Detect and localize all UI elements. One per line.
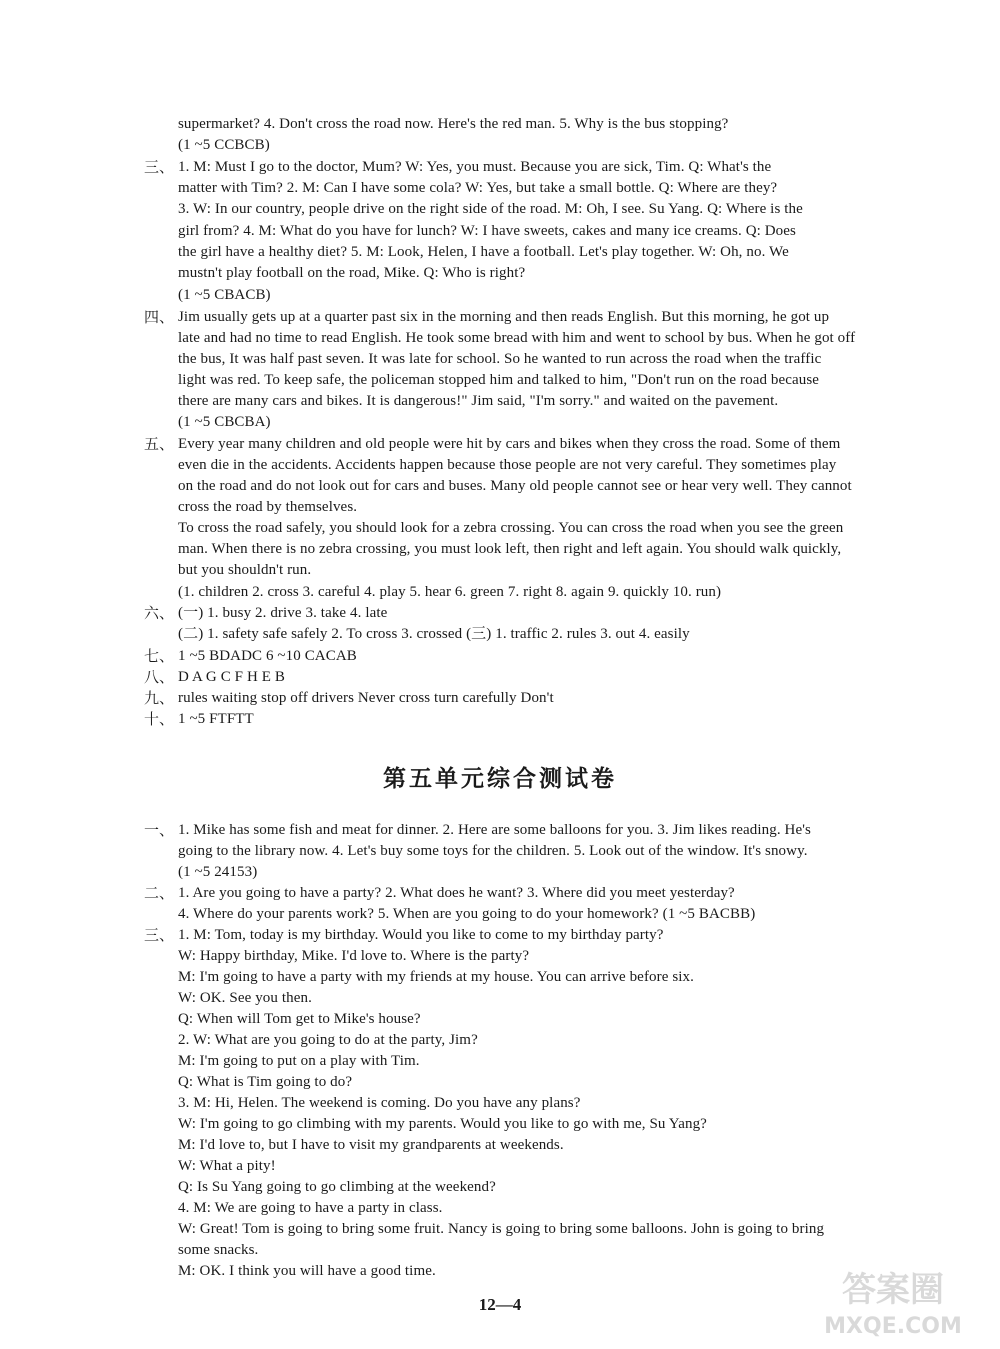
dialogue-line: 1. M: Tom, today is my birthday. Would you like to come to my birthday party? — [178, 927, 664, 943]
section-number: 九、 — [144, 689, 175, 707]
text-line: 3. W: In our country, people drive on the right side of the road. M: Oh, I see. Su Yang. Q: Where is the — [178, 201, 803, 217]
section-number: 七、 — [144, 647, 175, 665]
answer-key: (二) 1. safety safe safely 2. To cross 3. crossed (三) 1. traffic 2. rules 3. out 4. easily — [178, 626, 690, 642]
answer-key: rules waiting stop off drivers Never cross turn carefully Don't — [178, 690, 554, 706]
dialogue-line: M: I'm going to have a party with my friends at my house. You can arrive before six. — [178, 969, 694, 985]
watermark-text: 答案圈 — [842, 1270, 944, 1310]
dialogue-line: M: I'd love to, but I have to visit my grandparents at weekends. — [178, 1137, 564, 1153]
text-line: cross the road by themselves. — [178, 499, 358, 515]
dialogue-line: Q: Is Su Yang going to go climbing at the weekend? — [178, 1179, 496, 1195]
section-number: 二、 — [144, 884, 175, 902]
text-line: 1. M: Must I go to the doctor, Mum? W: Yes, you must. Because you are sick, Tim. Q: What's the — [178, 159, 772, 175]
dialogue-line: some snacks. — [178, 1242, 259, 1258]
text-line: on the road and do not look out for cars and buses. Many old people cannot see or hear very well. They cannot — [178, 478, 852, 494]
text-line: 1. Mike has some fish and meat for dinner. 2. Here are some balloons for you. 3. Jim likes reading. He's — [178, 822, 811, 838]
text-line: supermarket? 4. Don't cross the road now. Here's the red man. 5. Why is the bus stopping? — [178, 116, 729, 132]
text-line: light was red. To keep safe, the policeman stopped him and talked to him, "Don't run on the road because — [178, 372, 820, 388]
answer-key: 1 ~5 BDADC 6 ~10 CACAB — [178, 648, 357, 664]
section-number: 十、 — [144, 710, 175, 728]
text-line: the girl have a healthy diet? 5. M: Look, Helen, I have a football. Let's play together. W: Oh, no. We — [178, 244, 789, 260]
section-number: 一、 — [144, 821, 175, 839]
section-number: 八、 — [144, 668, 175, 686]
dialogue-line: Q: What is Tim going to do? — [178, 1074, 353, 1090]
text-line: 4. Where do your parents work? 5. When are you going to do your homework? (1 ~5 BACBB) — [178, 906, 756, 922]
section-number: 三、 — [144, 158, 175, 176]
text-line: even die in the accidents. Accidents happen because those people are not very careful. They sometimes play — [178, 457, 837, 473]
section-number: 五、 — [144, 435, 175, 453]
watermark-logo — [798, 1263, 988, 1343]
text-line: Every year many children and old people were hit by cars and bikes when they cross the road. Some of them — [178, 436, 841, 452]
dialogue-line: Q: When will Tom get to Mike's house? — [178, 1011, 421, 1027]
text-line: there are many cars and bikes. It is dangerous!" Jim said, "I'm sorry." and waited on the pavement. — [178, 393, 779, 409]
answer-key: (1. children 2. cross 3. careful 4. play 5. hear 6. green 7. right 8. again 9. quickly 10. run) — [178, 584, 722, 600]
dialogue-line: W: What a pity! — [178, 1158, 276, 1174]
dialogue-line: W: Great! Tom is going to bring some fruit. Nancy is going to bring some balloons. John is going to bring — [178, 1221, 825, 1237]
watermark-url: MXQE.COM — [824, 1314, 962, 1339]
text-line: mustn't play football on the road, Mike. Q: Who is right? — [178, 265, 526, 281]
text-line: To cross the road safely, you should look for a zebra crossing. You can cross the road when you see the green — [178, 520, 844, 536]
answer-key: D A G C F H E B — [178, 669, 285, 685]
answer-key: 1 ~5 FTFTT — [178, 711, 254, 727]
text-line: the bus, It was half past seven. It was late for school. So he wanted to run across the road when the traffic — [178, 351, 822, 367]
dialogue-line: W: OK. See you then. — [178, 990, 312, 1006]
page-number: 12—4 — [478, 1295, 522, 1314]
answer-key: (一) 1. busy 2. drive 3. take 4. late — [178, 605, 388, 621]
text-line: Jim usually gets up at a quarter past six in the morning and then reads English. But this morning, he got up — [178, 309, 830, 325]
text-line: matter with Tim? 2. M: Can I have some cola? W: Yes, but take a small bottle. Q: Where are they? — [178, 180, 778, 196]
answer-key: (1 ~5 24153) — [178, 864, 258, 880]
answer-key: (1 ~5 CCBCB) — [178, 137, 270, 153]
dialogue-line: M: I'm going to put on a play with Tim. — [178, 1053, 420, 1069]
text-line: man. When there is no zebra crossing, you must look left, then right and left again. You should walk quickly, — [178, 541, 842, 557]
text-line: girl from? 4. M: What do you have for lunch? W: I have sweets, cakes and many ice creams. Q: Does — [178, 223, 796, 239]
dialogue-line: W: Happy birthday, Mike. I'd love to. Where is the party? — [178, 948, 530, 964]
section-number: 六、 — [144, 604, 175, 622]
text-line: going to the library now. 4. Let's buy some toys for the children. 5. Look out of the window. It's snowy. — [178, 843, 808, 859]
text-line: 1. Are you going to have a party? 2. What does he want? 3. Where did you meet yesterday? — [178, 885, 735, 901]
answer-key: (1 ~5 CBACB) — [178, 287, 271, 303]
text-line: late and had no time to read English. He took some bread with him and went to school by bus. When he got off — [178, 330, 856, 346]
dialogue-line: 4. M: We are going to have a party in class. — [178, 1200, 443, 1216]
text-line: but you shouldn't run. — [178, 562, 312, 578]
dialogue-line: M: OK. I think you will have a good time. — [178, 1263, 436, 1279]
section-number: 三、 — [144, 926, 175, 944]
answer-key: (1 ~5 CBCBA) — [178, 414, 271, 430]
dialogue-line: 3. M: Hi, Helen. The weekend is coming. Do you have any plans? — [178, 1095, 581, 1111]
dialogue-line: 2. W: What are you going to do at the party, Jim? — [178, 1032, 478, 1048]
dialogue-line: W: I'm going to go climbing with my parents. Would you like to go with me, Su Yang? — [178, 1116, 707, 1132]
section-number: 四、 — [144, 308, 175, 326]
section-title: 第五单元综合测试卷 — [383, 766, 617, 792]
